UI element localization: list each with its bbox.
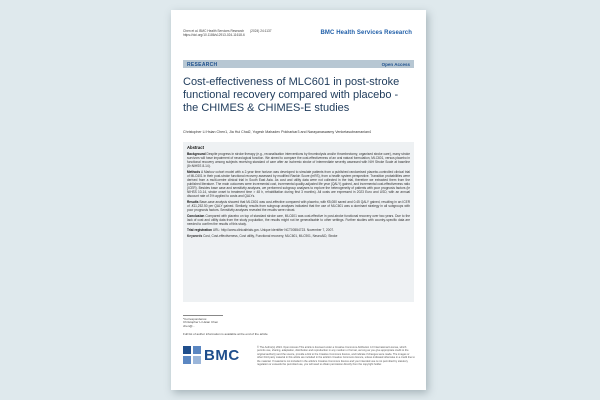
correspondence-label: *Correspondence: — [183, 316, 208, 321]
trial-registration — [187, 228, 410, 232]
article-type-band — [183, 60, 414, 68]
keywords-text: Cost, Cost-effectiveness, Cost utility, Functional recovery, MLC601, MLC901, NeuroAiD, Stroke — [203, 234, 338, 238]
section-text: A Markov cohort model with a 2-year time horizon was developed to simulate patients from a published randomised placebo-controlled clinical trial of MLC601 in their post-stroke functional recovery assessed by modified Rankin Score (mRS), from a health system perspective. Transition probabilities were derived from a multi-centre clinical trial in South East Asia. As cost and utility data were not collected in the trial, therefore we extracted them from the published literature. The main outcomes were incremental cost, incremental quality-adjusted life year (QALY) gained, and incremental cost-effectiveness ratio (ICER). Besides base case and sensitivity analyses, we performed subgroup analyses to explore the heterogeneity of patients with poor prognosis factors (ie NIHSS 10-14, stroke onset to treatment time > 48 h, rehabilitation during first 3 months). All costs are expressed in 2023 Euro and USD, with an annual discount rate of 3% applied to costs and QALYs. — [187, 170, 410, 198]
article-title: Cost-effectiveness of MLC601 in post-stroke functional recovery compared with placebo - the CHIMES & CHIMES-E studies — [183, 76, 400, 114]
publisher-name: BMC — [204, 346, 240, 364]
citation-header — [183, 29, 313, 37]
abstract-methods — [187, 170, 410, 198]
section-label: Background — [187, 152, 206, 156]
section-text: Despite progress in stroke therapy (e.g., recanalisation interventions by thrombolysis and/or thrombectomy, organised stroke care), many stroke survivors will have impairment of neurological function. We aimed to compare the cost-effectiveness of an oral natural formulation, MLC601, versus placebo in functional recovery among subjects receiving standard of care after an ischemic stroke of intermediate severity assessed with NIH Stroke Scale at baseline (8<NIHSS 8-14). — [187, 152, 410, 168]
abstract-background — [187, 152, 410, 168]
doi-link[interactable]: https://doi.org/10.1186/s12913-024-11618-6 — [183, 33, 245, 37]
section-text: Base-case analysis showed that MLC601 was cost-effective compared with placebo, with €5,080 saved and 0.45 QALY gained, resulting in an ICER of -€11,252.50 per QALY gained. Similarly, results from subgroup analyses indicated that the use of MLC601 was a dominant strategy in all subgroups with poor prognosis factors. Sensitivity analyses revealed the results were robust. — [187, 200, 410, 212]
bmc-logo-icon — [183, 346, 201, 364]
article-type-label: RESEARCH — [187, 61, 218, 68]
trial-text[interactable]: URL: http://www.clinicaltrials.gov. Unique identifier NCT00554723. November 7, 2007. — [212, 228, 334, 232]
author-list: Christopher Li Hsian Chen1, Jia Hui Chai2, Yogesh Mahadev Pokharkar3 and Narayanaswamy Venketasubramanian4 — [183, 130, 371, 134]
abstract-heading: Abstract — [187, 145, 204, 150]
abstract-conclusion — [187, 214, 410, 226]
section-label: Conclusion — [187, 214, 205, 218]
correspondence-email[interactable]: chen@... — [183, 324, 196, 329]
abstract-box — [183, 142, 414, 302]
citation-text: Chen et al. BMC Health Services Research — [183, 29, 245, 33]
correspondence-footnote — [183, 315, 293, 337]
trial-label: Trial registration — [187, 228, 212, 232]
section-text: Compared with placebo on top of standard stroke care, MLC601 was cost-effective in post-stroke functional recovery over two years. Due to the lack of cost and utility data from the study population, the results might not be generalisable to other settings. Further studies with country-specific data are needed to confirm the results of this study. — [187, 214, 410, 226]
license-text: © The Author(s) 2024. Open Access This article is licensed under a Creative Commons Attribution 4.0 International License, which permits use, sharing, adaptation, distribution and reproduction in any medium or format, as long as you give appropriate credit to the original author(s) and the source, provide a link to the Creative Commons licence, and indicate if changes were made. The images or other third party material in this article are included in the article's Creative Commons licence, unless indicated otherwise in a credit line to the material. If material is not included in the article's Creative Commons licence and your intended use is not permitted by statutory regulation or exceeds the permitted use, you will need to obtain permission directly from the copyright holder. — [257, 346, 415, 367]
footnote-rule — [183, 315, 223, 316]
keywords — [187, 234, 410, 238]
paper-page — [171, 10, 426, 390]
publisher-logo — [183, 346, 240, 364]
journal-name: BMC Health Services Research — [320, 30, 412, 36]
section-label: Results — [187, 200, 199, 204]
correspondence-name: Christopher Li Hsian Chen — [183, 320, 219, 325]
keywords-label: Keywords — [187, 234, 203, 238]
author-info-note: Full list of author information is available at the end of the article — [183, 331, 268, 336]
open-access-badge: Open Access — [381, 61, 410, 67]
citation-year: (2024) 24:1137 — [250, 29, 272, 33]
abstract-results — [187, 200, 410, 212]
section-label: Methods — [187, 170, 201, 174]
